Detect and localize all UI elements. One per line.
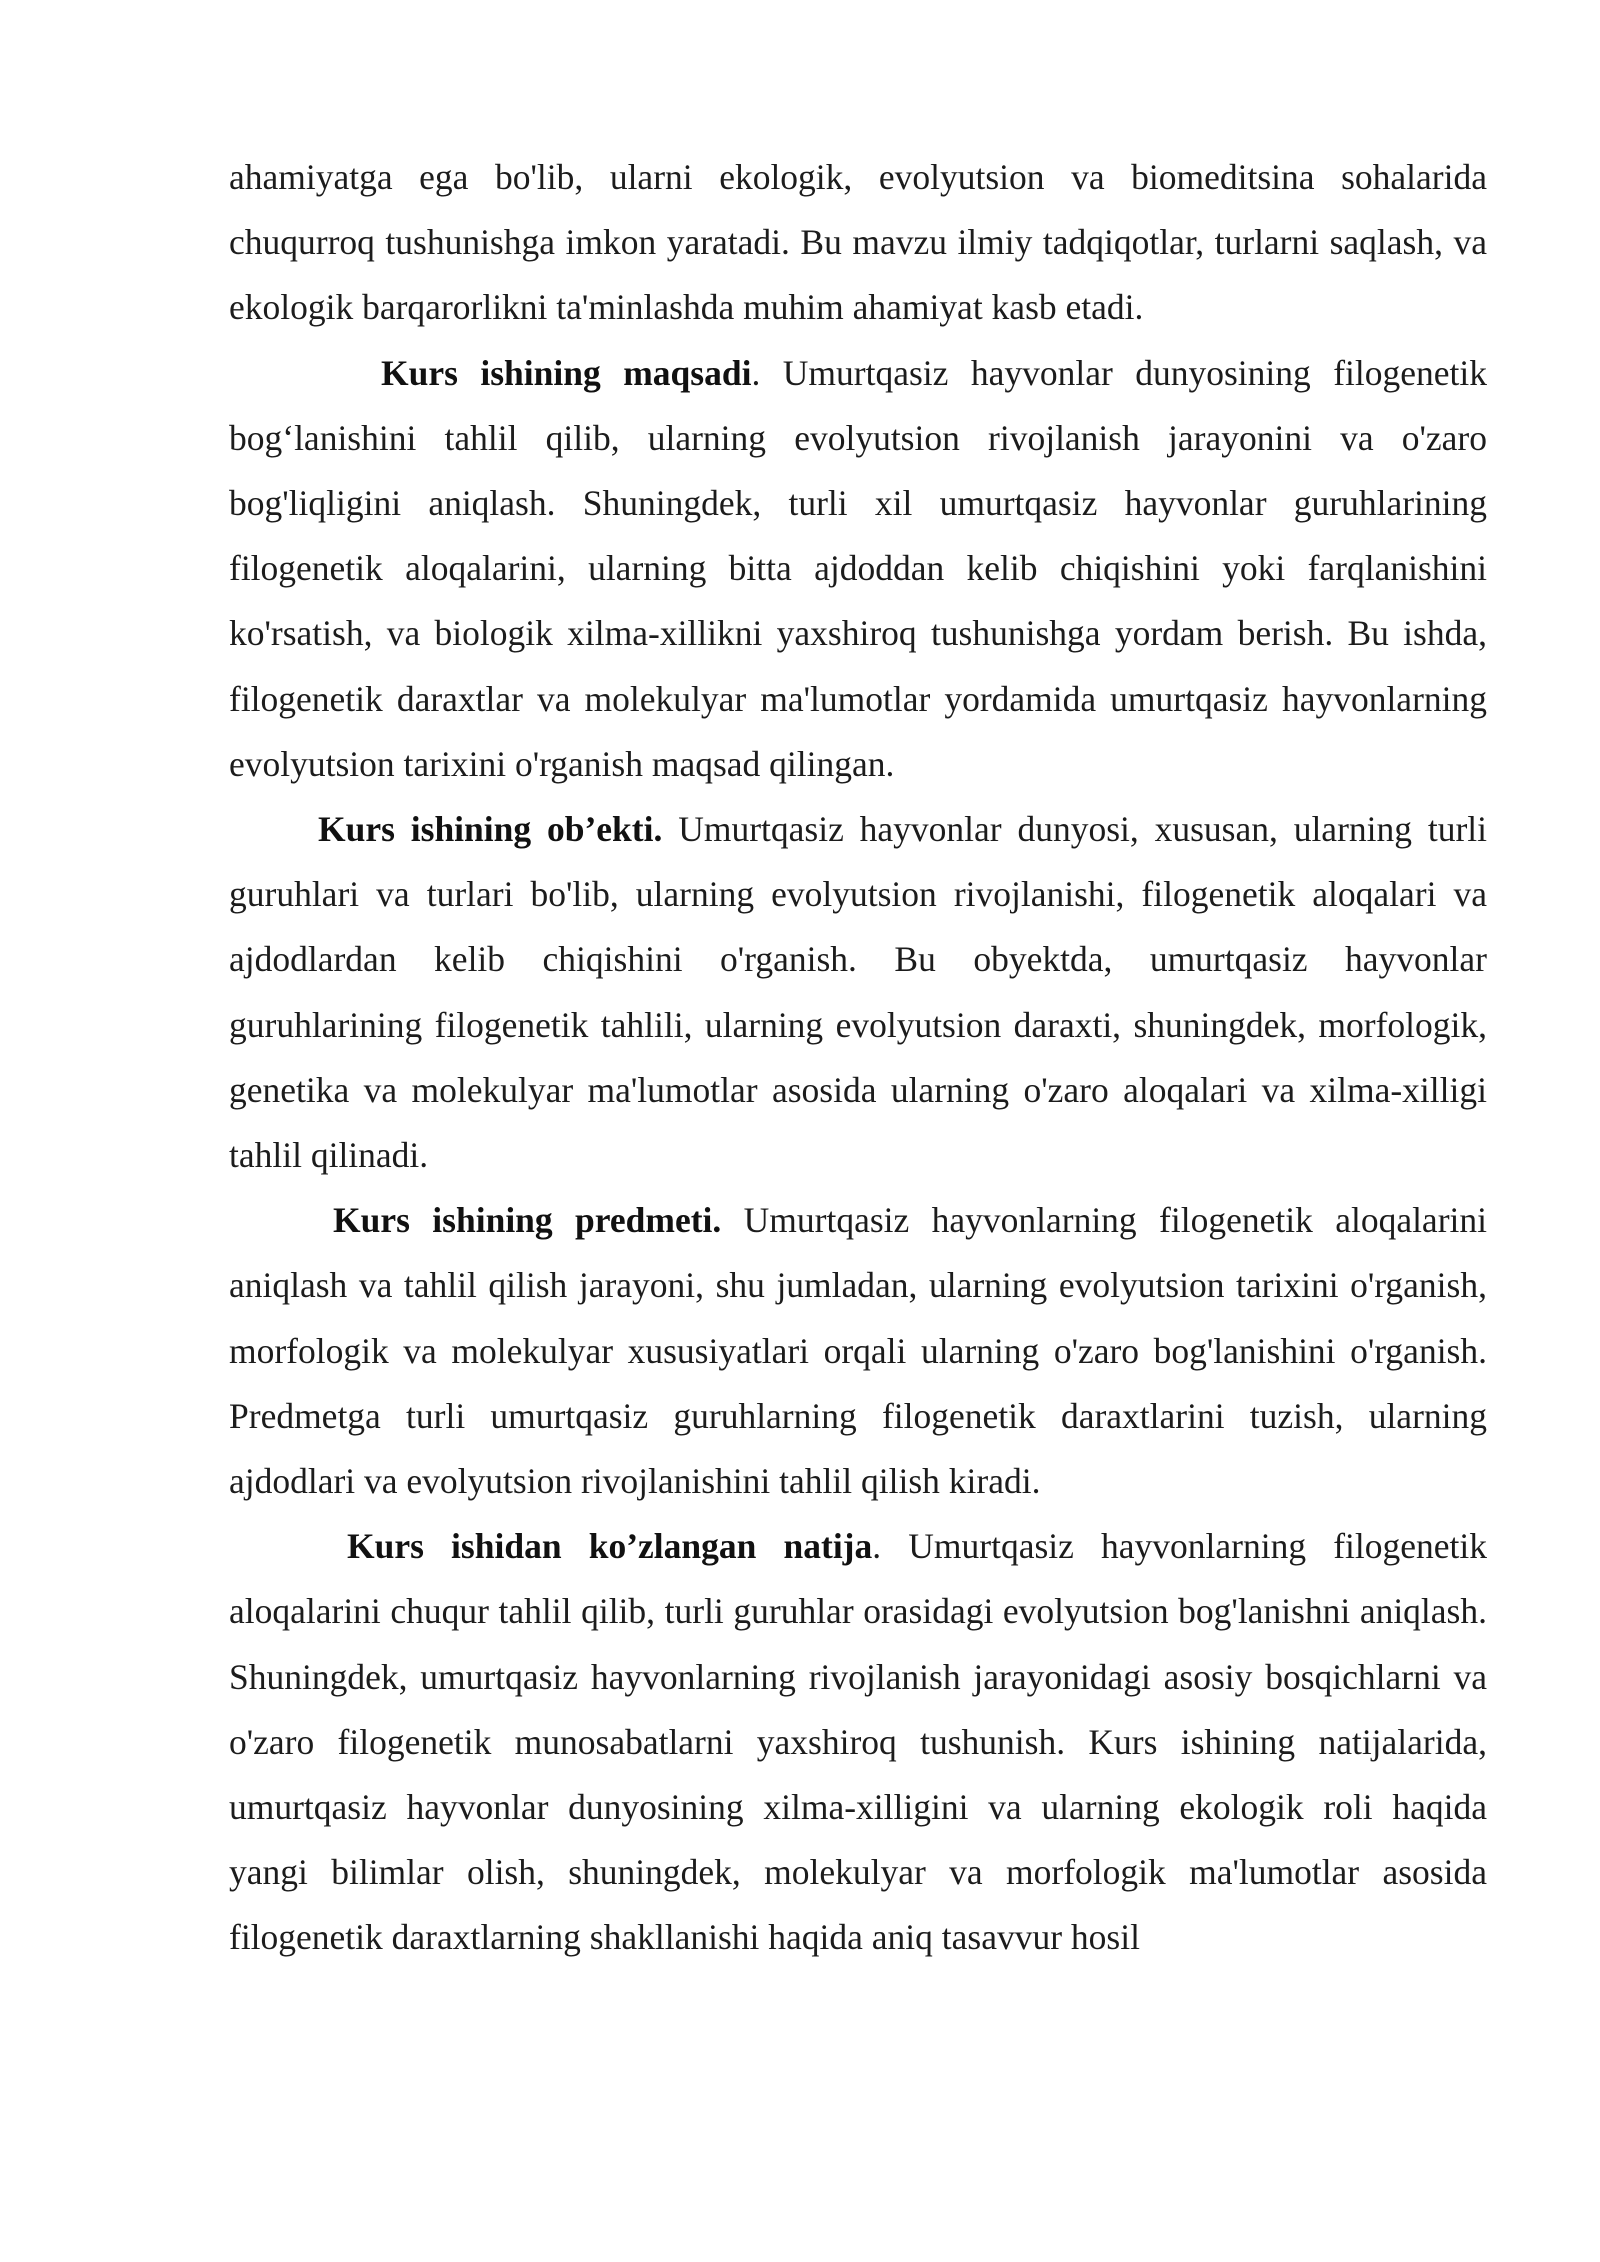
subject-text: Umurtqasiz hayvonlarning filogenetik aloqalarini aniqlash va tahlil qilish jarayoni, shu jumladan, ularning evolyutsion tarixini o'rganish, morfologik va molekulyar xususiyatlari orqali ularning o'zaro bog'lanishini o'rganish. Predmetga turli umurtqasiz guruhlarning filogenetik daraxtlarini tuzish, ularning ajdodlari va evolyutsion rivojlanishini tahlil qilish kiradi. [229,1200,1487,1502]
result-text: . Umurtqasiz hayvonlarning filogenetik aloqalarini chuqur tahlil qilib, turli guruhlar orasidagi evolyutsion bog'lanishni aniqlash. Shuningdek, umurtqasiz hayvonlarning rivojlanish jarayonidagi asosiy bosqichlarni va o'zaro filogenetik munosabatlarni yaxshiroq tushunish. Kurs ishining natijalarida, umurtqasiz hayvonlar dunyosining xilma-xilligini va ularning ekologik roli haqida yangi bilimlar olish, shuningdek, molekulyar va morfologik ma'lumotlar asosida filogenetik daraxtlarning shakllanishi haqida aniq tasavvur hosil [229,1526,1487,1958]
result-heading: Kurs ishidan ko’zlangan natija [347,1526,873,1567]
object-paragraph [229,797,1487,1188]
goal-text: . Umurtqasiz hayvonlar dunyosining filogenetik bog‘lanishini tahlil qilib, ularning evolyutsion rivojlanish jarayonini va o'zaro bog'liqligini aniqlash. Shuningdek, turli xil umurtqasiz hayvonlar guruhlarining filogenetik aloqalarini, ularning bitta ajdoddan kelib chiqishini yoki farqlanishini ko'rsatish, va biologik xilma-xillikni yaxshiroq tushunishga yordam berish. Bu ishda, filogenetik daraxtlar va molekulyar ma'lumotlar yordamida umurtqasiz hayvonlarning evolyutsion tarixini o'rganish maqsad qilingan. [229,352,1487,784]
result-paragraph [229,1514,1487,1970]
object-heading: Kurs ishining ob’ekti. [318,809,663,850]
subject-paragraph [229,1188,1487,1514]
goal-paragraph [229,341,1487,797]
document-body [229,145,1487,1971]
intro-paragraph [229,145,1487,341]
subject-heading: Kurs ishining predmeti. [333,1200,722,1241]
intro-text: ahamiyatga ega bo'lib, ularni ekologik, evolyutsion va biomeditsina sohalarida chuqurroq tushunishga imkon yaratadi. Bu mavzu ilmiy tadqiqotlar, turlarni saqlash, va ekologik barqarorlikni ta'minlashda muhim ahamiyat kasb etadi. [229,157,1487,328]
object-text: Umurtqasiz hayvonlar dunyosi, xususan, ularning turli guruhlari va turlari bo'lib, ularning evolyutsion rivojlanishi, filogenetik aloqalari va ajdodlardan kelib chiqishini o'rganish. Bu obyektda, umurtqasiz hayvonlar guruhlarining filogenetik tahlili, ularning evolyutsion daraxti, shuningdek, morfologik, genetika va molekulyar ma'lumotlar asosida ularning o'zaro aloqalari va xilma-xilligi tahlil qilinadi. [229,809,1487,1176]
goal-heading: Kurs ishining maqsadi [381,352,752,393]
